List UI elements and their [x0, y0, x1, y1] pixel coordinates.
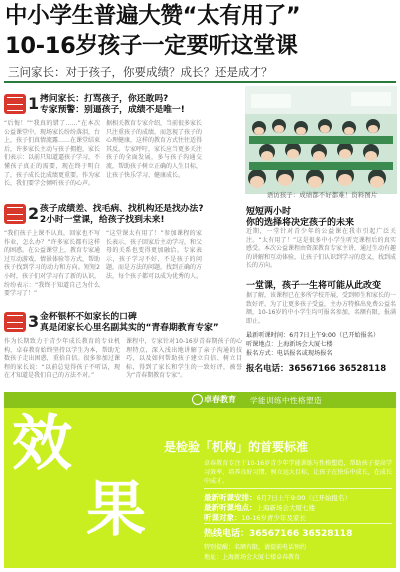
ad-headline: 是检验「机构」的首要标准	[164, 440, 309, 454]
ad-slogan: 学能训练中性格塑造	[250, 396, 322, 405]
section-body-col2: 据相关教育专家介绍，当前很多家长只注重孩子的成绩，而忽视了孩子的心理健康，这样的教育方式往往适得其反。专家呼吁，家长应当更多关注孩子的全面发展，多与孩子沟通交流，帮助孩子树立正确的人生目标，让孩子快乐学习、健康成长。	[106, 120, 203, 179]
ad-big-char-2: 果	[86, 475, 150, 545]
info-method: 报名方式：电话报名或现场报名	[246, 350, 333, 357]
ad-schedule-value: 6月7日上午9:00（已开始报名）	[256, 494, 351, 502]
section-body-col2: “这堂课太有用了！”参加课程的家长表示，孩子回家后主动学习，和父母的关系也变得更加融洽。专家表示，孩子学习不好，不是孩子的问题，而是方法的问题，找到正确的方法，每个孩子都可以成为优秀的人。	[106, 230, 203, 280]
section-number: 3	[28, 312, 40, 331]
section-title-2: 专家预警：别逼孩子，成绩不是唯一!	[40, 105, 185, 115]
ad-audience-label: 听课对象：	[204, 513, 242, 522]
subheadline: 三问家长：对于孩子，你要成绩？成长？还是成才？	[8, 65, 273, 79]
green-ad-banner	[4, 392, 396, 568]
ad-location-label: 最新听课地点：	[204, 503, 257, 512]
section-3	[4, 312, 244, 390]
section-title-2: 2小时一堂课，给孩子找到未来!	[40, 215, 165, 225]
ad-description: 卓春教育专注于10-16岁青少年学能训练与性格塑造，帮助孩子提高学习效率、培养良好习惯、树立远大目标，让孩子在快乐中成长，在成长中成才。	[204, 460, 392, 485]
ad-phone: 热线电话：36567166 36528118	[204, 529, 353, 539]
section-number: 1	[28, 94, 40, 113]
ad-big-char-1: 效	[12, 409, 76, 479]
section-body: “我们孩子上课不认真，回家也不写作业，怎么办？”许多家长都有这样的困惑。在公益课堂上，教育专家通过互动游戏、情景体验等方式，帮助孩子找到学习的动力和方向。短短2小时，孩子们对学习有了新的认识，纷纷表示：“我终于知道自己为什么要学习了！”	[4, 230, 101, 298]
header-divider	[4, 81, 396, 83]
right-body-2: 据了解，该课程已在多所学校开展，受到师生和家长的一致好评。为了让更多孩子受益，主办方特推出免费公益名额，10-16岁的中小学生均可报名参加，名额有限，报满即止。	[246, 292, 397, 325]
section-title-1: 孩子成绩差、找毛病、找机构还是找办法?	[40, 204, 204, 214]
section-number: 2	[28, 204, 40, 223]
info-time: 最新听课时间：6月7日上午9:00（已开始报名）	[246, 332, 380, 339]
section-title-1: 拷问家长：打骂孩子，你还敢吗?	[40, 94, 169, 104]
info-location: 听课地点：上海新场会大厦七楼	[246, 341, 333, 348]
headline-line-1: 中小学生普遍大赞“太有用了”	[5, 3, 301, 29]
right-title-1: 短短两小时	[246, 207, 292, 217]
headline-line-2: 10-16岁孩子一定要听这堂课	[5, 33, 298, 59]
photo-caption: 语访孩子：成绩都不好都难！资料图片	[266, 191, 378, 199]
section-body-col2: 课程中，专家针对10-16岁青春期孩子的心理特点，深入浅出地讲解了亲子沟通的技巧，以及如何帮助孩子建立自信、树立目标，得到了家长和学生的一致好评，被誉为“青春期教育专家”。	[126, 338, 242, 380]
section-title-2: 真是闭家长心里名副其实的“青春期教育专家”	[40, 323, 219, 333]
section-tag-icon	[4, 204, 26, 224]
ad-audience	[204, 512, 306, 523]
ad-location-value: 上海新场会大厦七楼	[256, 504, 315, 512]
section-tag-icon	[4, 312, 26, 332]
section-title-1: 金杯银杯不如家长的口碑	[40, 312, 137, 322]
right-title-2: 你的选择将决定孩子的未来	[246, 218, 355, 228]
ad-schedule-label: 最新听课安排：	[204, 493, 257, 502]
section-1	[4, 94, 204, 188]
phone-number: 36567166 36528118	[288, 364, 387, 374]
ad-divider	[204, 488, 392, 489]
section-body: “后悔！”“我真的错了……”在本次公益课堂中，现场家长纷纷落泪，台上，孩子们真情流露……在课堂结束后，许多家长主动与孩子拥抱，家长们表示：以前只知道逼孩子学习，不懂孩子真正的需要，现在终于明白了，孩子成长比成绩更重要。作为家长，我们要学会倾听孩子的心声。	[4, 120, 101, 188]
ad-brand: 卓春教育	[204, 395, 236, 404]
ad-divider	[204, 523, 392, 524]
right-body: 近期，一堂针对青少年的公益课在我市引起广泛关注。“太有用了！”这是很多中小学生听完课程后的真实感受。本次公益课程由资深教育专家主讲，通过生动有趣的讲解和互动体验，让孩子们认识到学习的意义，找到成长的方向。	[246, 228, 397, 270]
classroom-photo	[245, 86, 397, 194]
section-2	[4, 204, 204, 302]
ad-note: 特别提醒：名额有限，请提前电话预约	[204, 544, 307, 551]
section-body: 作为长期致力于青少年成长教育的专业机构，卓春教育始终坚持以学生为本，帮助无数孩子走出困惑，重拾自信。很多参加过课程的家长说：“以前总觉得孩子不听话，现在才知道是我们自己的方法不对。”	[4, 338, 120, 380]
phone-label: 报名电话：	[246, 364, 289, 374]
ad-address: 地址：上海新场会大厦七楼卓春教育	[204, 554, 301, 561]
ad-audience-value: 10-16岁青少年及家长	[241, 514, 306, 522]
section-tag-icon	[4, 94, 26, 114]
brand-logo-icon	[192, 394, 203, 405]
right-phone	[246, 362, 386, 374]
right-strong-title: 一堂课，孩子一生将可能从此改变	[246, 281, 382, 291]
